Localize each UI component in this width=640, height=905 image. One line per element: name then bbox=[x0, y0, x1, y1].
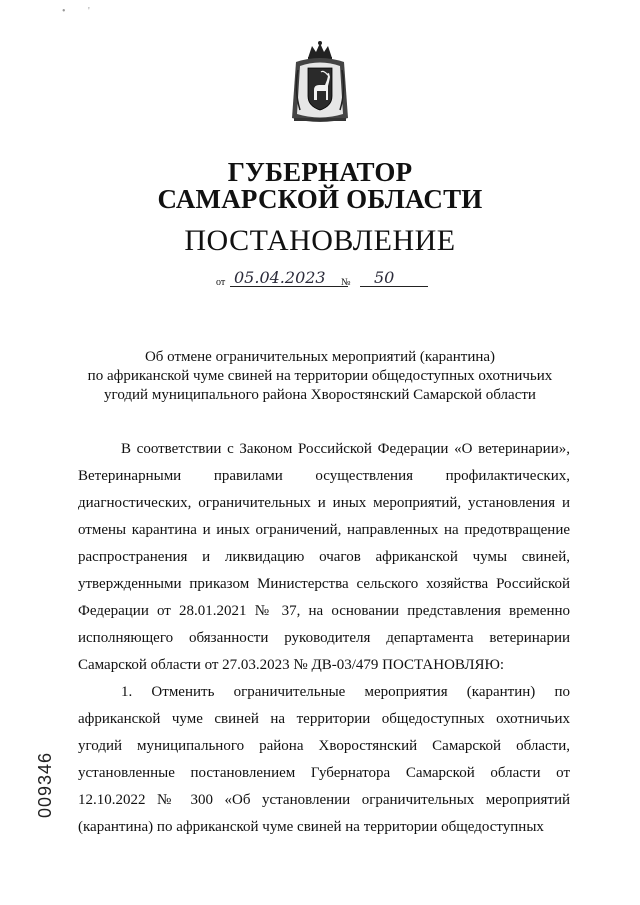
body-paragraph: В соответствии с Законом Российской Федерации «О ветеринарии», Ветеринарными правилами осуществления профилактических, диагностических, ограничительных и иных мероприятий, установления и отмены карантина и иных ограничений, направленных на предотвращение распространения и ликвидацию очагов африканской чумы свиней, утвержденными приказом Министерства сельского хозяйства Российской Федерации от 28.01.2021 № 37, на основании представления временно исполняющего обязанности руководителя департамента ветеринарии Самарской области от 27.03.2023 № ДВ-03/479 ПОСТАНОВЛЯЮ: bbox=[78, 441, 570, 673]
date-prefix: от bbox=[216, 277, 226, 288]
side-serial-stamp: 009346 bbox=[35, 751, 55, 818]
subject-line: Об отмене ограничительных мероприятий (карантина) bbox=[144, 349, 496, 365]
document-type-title: ПОСТАНОВЛЕНИЕ bbox=[184, 224, 456, 257]
governor-title: ГУБЕРНАТОР bbox=[227, 157, 413, 187]
document-subject bbox=[60, 348, 580, 405]
date-field bbox=[230, 268, 348, 287]
number-field bbox=[360, 268, 428, 287]
subject-line: по африканской чуме свиней на территории общедоступных охотничьих bbox=[87, 368, 553, 384]
region-title: САМАРСКОЙ ОБЛАСТИ bbox=[157, 184, 483, 214]
number-value: 50 bbox=[374, 268, 395, 287]
subject-line: угодий муниципального района Хворостянский Самарской области bbox=[104, 387, 536, 403]
date-value: 05.04.2023 bbox=[234, 268, 326, 287]
document-body bbox=[78, 436, 570, 841]
number-prefix: № bbox=[341, 277, 351, 288]
body-paragraph: 1. Отменить ограничительные мероприятия (карантин) по африканской чуме свиней на территории общедоступных охотничьих угодий муниципального района Хворостянский Самарской области, установленные постановлением Губернатора Самарской области от 12.10.2022 № 300 «Об установлении ограничительных мероприятий (карантина) по африканской чуме свиней на территории общедоступных bbox=[78, 684, 570, 835]
samara-coat-of-arms-icon bbox=[288, 40, 352, 125]
scan-marks: • ' bbox=[62, 6, 100, 17]
